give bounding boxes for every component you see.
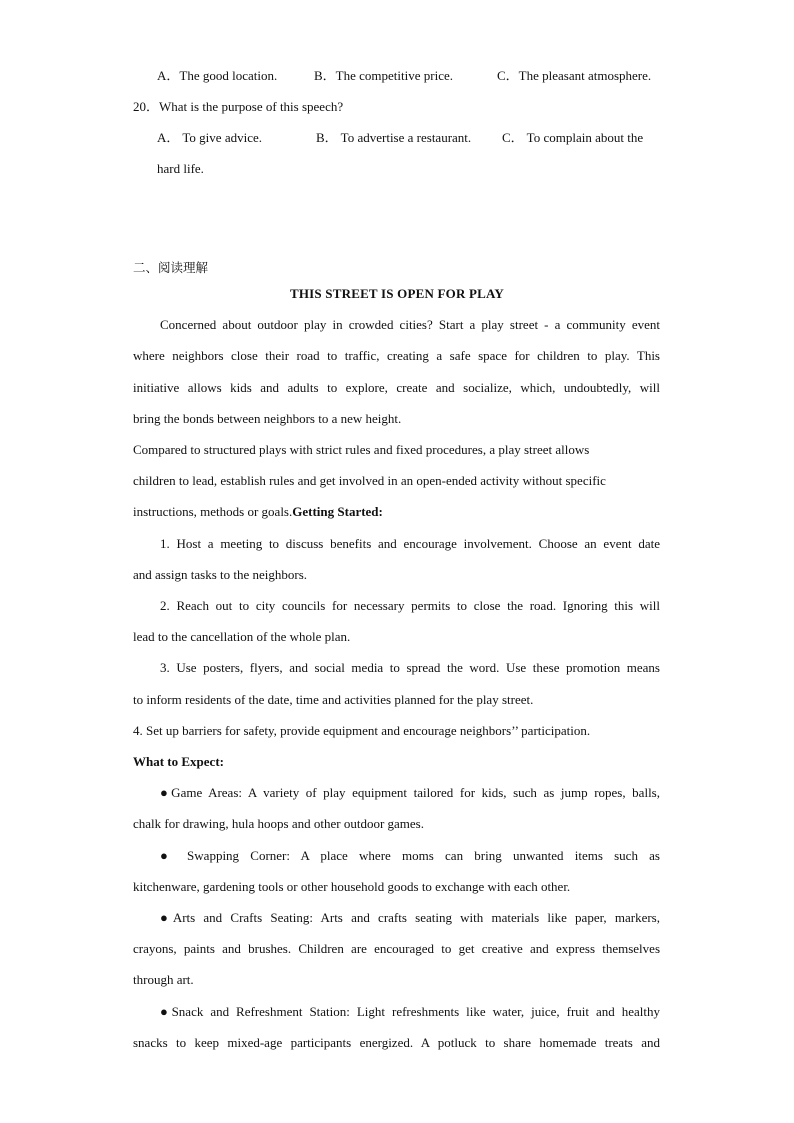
paragraph-line: where neighbors close their road to traffic, creating a safe space for children to play. This <box>133 348 660 363</box>
step-1-line: 1. Host a meeting to discuss benefits and encourage involvement. Choose an event date <box>160 536 660 551</box>
step-1-line: and assign tasks to the neighbors. <box>133 567 308 582</box>
arts-crafts-line: ●Arts and Crafts Seating: Arts and crafts seating with materials like paper, markers, <box>160 910 660 925</box>
paragraph-line: initiative allows kids and adults to explore, create and socialize, which, undoubtedly, will <box>133 380 660 395</box>
q20-option-c-cont: hard life. <box>157 161 204 176</box>
arts-crafts-line: through art. <box>133 972 194 987</box>
paragraph-line: Compared to structured plays with strict rules and fixed procedures, a play street allows <box>133 442 590 457</box>
arts-crafts-line: crayons, paints and brushes. Children are encouraged to get creative and express themselves <box>133 941 660 956</box>
swapping-corner-line: kitchenware, gardening tools or other household goods to exchange with each other. <box>133 879 571 894</box>
snack-station-line: snacks to keep mixed-age participants energized. A potluck to share homemade treats and <box>133 1035 660 1050</box>
what-to-expect-heading: What to Expect: <box>133 754 224 769</box>
paragraph-line: bring the bonds between neighbors to a new height. <box>133 411 402 426</box>
q19-option-b: B．The competitive price. <box>314 68 453 83</box>
paragraph-line: children to lead, establish rules and get involved in an open-ended activity without specific <box>133 473 606 488</box>
q20-option-a: A． To give advice. <box>157 130 262 145</box>
step-2-line: 2. Reach out to city councils for necessary permits to close the road. Ignoring this will <box>160 598 660 613</box>
step-3-line: 3. Use posters, flyers, and social media to spread the word. Use these promotion means <box>160 660 660 675</box>
paragraph-text: instructions, methods or goals. <box>133 504 293 519</box>
getting-started-heading: Getting Started: <box>292 504 383 519</box>
q19-option-a: A．The good location. <box>157 68 278 83</box>
swapping-corner-line: ● Swapping Corner: A place where moms can bring unwanted items such as <box>160 848 660 863</box>
paragraph-line <box>133 504 383 520</box>
paragraph-line: Concerned about outdoor play in crowded cities? Start a play street - a community event <box>160 317 660 332</box>
section-heading: 二、阅读理解 <box>133 260 209 275</box>
step-4-line: 4. Set up barriers for safety, provide equipment and encourage neighbors’’ participation. <box>133 723 591 738</box>
passage-title: THIS STREET IS OPEN FOR PLAY <box>289 286 505 301</box>
step-3-line: to inform residents of the date, time and activities planned for the play street. <box>133 692 534 707</box>
q20-option-b: B． To advertise a restaurant. <box>316 130 472 145</box>
q20-option-c: C． To complain about the <box>502 130 644 145</box>
game-areas-line: ●Game Areas: A variety of play equipment tailored for kids, such as jump ropes, balls, <box>160 785 660 800</box>
q20-question: 20．What is the purpose of this speech? <box>133 99 344 114</box>
snack-station-line: ●Snack and Refreshment Station: Light refreshments like water, juice, fruit and healthy <box>160 1004 660 1019</box>
step-2-line: lead to the cancellation of the whole plan. <box>133 629 351 644</box>
q19-option-c: C．The pleasant atmosphere. <box>497 68 652 83</box>
game-areas-line: chalk for drawing, hula hoops and other outdoor games. <box>133 816 424 831</box>
